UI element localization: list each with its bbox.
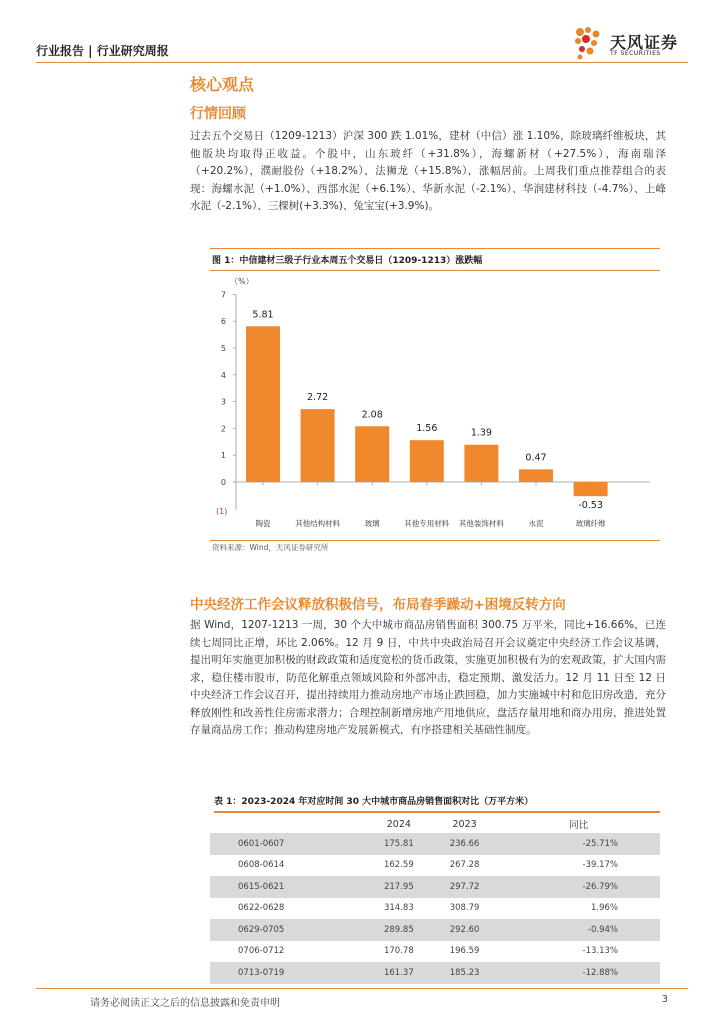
table-title: 表 1：2023-2024 年对应时间 30 大中城市商品房销售面积对比（万平方米） <box>214 794 660 813</box>
bar <box>410 440 444 482</box>
data-label: 2.08 <box>361 409 383 421</box>
report-header: 行业报告 | 行业研究周报 <box>36 44 169 58</box>
x-tick-label: 陶瓷 <box>255 519 271 528</box>
y-tick-label: 1 <box>220 451 226 461</box>
yoy-cell: 1.96% <box>590 903 618 914</box>
company-logo <box>570 26 690 62</box>
footer-disclaimer: 请务必阅读正文之后的信息披露和免责申明 <box>90 998 280 1009</box>
data-label: 2.72 <box>307 392 329 404</box>
value-2023-cell: 185.23 <box>432 962 498 984</box>
value-2024-cell: 217.95 <box>366 876 432 898</box>
table-row <box>210 833 660 855</box>
yoy-cell: -26.79% <box>497 876 660 898</box>
value-2023-cell: 267.28 <box>449 860 480 871</box>
section-subtitle: 行情回顾 <box>190 106 246 122</box>
value-2023-cell: 292.60 <box>432 919 498 941</box>
value-2023-cell: 196.59 <box>449 946 480 957</box>
table-row <box>210 876 660 898</box>
y-tick-label: 5 <box>220 344 226 353</box>
period-cell: 0615-0621 <box>210 876 366 898</box>
yoy-cell: -13.13% <box>582 946 618 957</box>
table-header-cell: 2024 <box>386 818 411 830</box>
bar-chart <box>210 270 660 538</box>
figure-bottom-rule <box>210 540 660 541</box>
x-tick-label: 水泥 <box>528 519 544 528</box>
period-cell: 0608-0614 <box>238 860 285 871</box>
value-2024-cell: 161.37 <box>366 962 432 984</box>
y-tick-label: 4 <box>220 370 226 380</box>
period-cell: 0622-0628 <box>238 903 285 914</box>
data-label: 0.47 <box>525 452 547 464</box>
y-tick-label: 3 <box>220 397 226 407</box>
data-label: 1.39 <box>470 427 492 439</box>
logo-icon <box>570 26 606 62</box>
x-tick-label: 其他结构材料 <box>295 519 341 528</box>
value-2024-cell: 175.81 <box>366 833 432 855</box>
table-header-cell <box>210 815 366 833</box>
table-header-cell: 同比 <box>569 820 589 831</box>
logo-cn-text: 天风证券 <box>610 33 679 52</box>
data-label: 5.81 <box>252 309 274 321</box>
yoy-cell: -39.17% <box>582 860 618 871</box>
footer-divider <box>36 988 688 989</box>
header-divider <box>36 62 688 63</box>
value-2023-cell: 308.79 <box>449 903 480 914</box>
yoy-cell: -0.94% <box>497 919 660 941</box>
x-tick-label: 玻璃 <box>364 519 380 528</box>
x-tick-label: 其他装饰材料 <box>458 519 504 528</box>
y-tick-label: 2 <box>220 424 226 434</box>
policy-paragraph: 据 Wind，1207-1213 一周，30 个大中城市商品房销售面积 300.75 万平米，同比+16.66%，已连续七周同比正增，环比 2.06%。12 月 9 日，中共中央政治局召开会议奠定中央经济工作会议基调，提出明年实施更加积极的财政政策和适度宽松的货币政策，实施更加积极有为的宏观政策，扩大国内需求，稳住楼市股市，防范化解重点领域风险和外部冲击，稳定预期、激发活力。12 月 11 日至 12 日中央经济工作会议召开，提出持续用力推动房地产市场止跌回稳，加力实施城中村和危旧房改造，充分释放刚性和改善性住房需求潜力；合理控制新增房地产用地供应，盘活存量用地和商办用房，推进处置存量商品房工作；推动构建房地产发展新模式，有序搭建相关基础性制度。 <box>190 619 666 736</box>
page-number: 3 <box>661 994 668 1005</box>
value-2024-cell: 289.85 <box>366 919 432 941</box>
value-2024-cell: 314.83 <box>383 903 414 914</box>
table-header-cell: 2023 <box>452 818 477 830</box>
bar <box>301 409 335 482</box>
bar <box>464 445 498 482</box>
sales-area-table <box>210 815 660 984</box>
bar <box>355 426 389 482</box>
value-2023-cell: 297.72 <box>432 876 498 898</box>
market-review-paragraph: 过去五个交易日（1209-1213）沪深 300 跌 1.01%，建材（中信）涨 1.10%，除玻璃纤维板块，其他版块均取得正收益。个股中，山东玻纤（+31.8%），海螺新材（+27.5%），海南瑞泽（+20.2%），濮耐股份（+18.2%），法狮龙（+15.8%），涨幅居前。上周我们重点推荐组合的表现：海螺水泥（+1.0%）、西部水泥（+6.1%）、华新水泥（-2.1%）、华润建材科技（-4.7%）、上峰水泥（-2.1%）、三棵树(+3.3%)、兔宝宝(+3.9%)。 <box>190 130 666 212</box>
footnote-marker: (1) <box>216 507 228 516</box>
logo-en-text: TF SECURITIES <box>610 50 661 57</box>
period-cell: 0601-0607 <box>210 833 366 855</box>
value-2024-cell: 162.59 <box>383 860 414 871</box>
y-tick-label: 7 <box>220 290 226 300</box>
y-axis-unit: （%） <box>230 277 254 286</box>
table-row <box>210 941 660 963</box>
figure-1 <box>210 248 660 271</box>
period-cell: 0629-0705 <box>210 919 366 941</box>
yoy-cell: -12.88% <box>497 962 660 984</box>
figure-source: 资料来源：Wind，天风证券研究所 <box>212 543 329 552</box>
data-label: -0.53 <box>578 500 603 512</box>
x-tick-label: 其他专用材料 <box>404 519 450 528</box>
table-row <box>210 962 660 984</box>
x-tick-label: 玻璃纤维 <box>575 519 606 528</box>
value-2024-cell: 170.78 <box>383 946 414 957</box>
section-title: 核心观点 <box>190 75 255 94</box>
period-cell: 0713-0719 <box>210 962 366 984</box>
table-row <box>210 855 660 877</box>
table-header-row <box>210 815 660 833</box>
yoy-cell: -25.71% <box>497 833 660 855</box>
period-cell: 0706-0712 <box>238 946 285 957</box>
section-heading: 中央经济工作会议释放积极信号，布局春季躁动+困境反转方向 <box>190 597 566 613</box>
table-row <box>210 898 660 920</box>
table-row <box>210 919 660 941</box>
y-tick-label: 6 <box>220 317 226 327</box>
bar <box>519 469 553 482</box>
bar <box>246 326 280 482</box>
y-tick-label: 0 <box>220 478 226 487</box>
value-2023-cell: 236.66 <box>432 833 498 855</box>
figure-title: 图 1：中信建材三级子行业本周五个交易日（1209-1213）涨跌幅 <box>210 248 660 271</box>
data-label: 1.56 <box>416 423 438 435</box>
